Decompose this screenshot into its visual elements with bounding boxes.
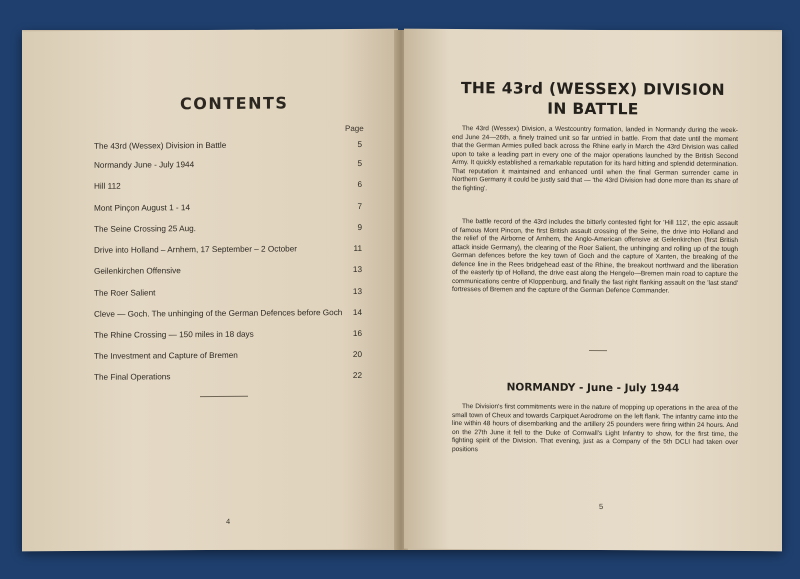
toc-entry-title: The Final Operations — [94, 372, 171, 382]
body-paragraph-2: The battle record of the 43rd includes the bitterly contested fight for 'Hill 112', the epic assault of famous Mont Pincon, the first British assault crossing of the Seine, the drive into Holland and the relief of the Airborne of Arnhem, the Anglo-American offensive at Geilenkirchen (first British attack inside Germany), the clearing of the Roer Salient, the unhinging and rolling up of the tough German defences before the key town of Goch and the capture of Xanten, the breaking of the defence line in the Rees bridgehead east of the Rhine, the breakout northward and the liberation of the easterly tip of Holland, the drive east along the Hengelo—Bremen main road to capture the communications centre of Kloppenburg, and finally the fast right flanking assault on the 'last stand' fortresses of Bremen and the capture of the German Defence Commander. — [452, 218, 738, 295]
toc-entry — [94, 243, 362, 255]
page-number: 4 — [226, 516, 231, 526]
toc-entry-page: 11 — [353, 243, 362, 253]
toc-entry-title: Drive into Holland – Arnhem, 17 September – 2 October — [94, 244, 297, 255]
divider — [200, 396, 248, 397]
toc-entry-title: The 43rd (Wessex) Division in Battle — [94, 140, 227, 151]
toc-entry-title: The Seine Crossing 25 Aug. — [94, 224, 196, 234]
toc-entry-page: 22 — [352, 370, 362, 381]
toc-entry — [94, 264, 362, 276]
section-heading: NORMANDY - June - July 1944 — [506, 381, 680, 395]
toc-entry-title: Hill 112 — [94, 181, 121, 191]
toc-entry-page: 13 — [352, 264, 362, 275]
toc-entry — [94, 158, 362, 170]
toc-entry-page: 13 — [352, 286, 362, 297]
toc-entry — [94, 139, 362, 151]
toc-entry-page: 9 — [357, 222, 362, 232]
toc-entry — [94, 179, 362, 191]
toc-entry-page: 6 — [357, 179, 362, 189]
contents-title: CONTENTS — [180, 93, 289, 114]
toc-entry-title: Mont Pinçon August 1 - 14 — [94, 203, 191, 213]
toc-entry-title: The Investment and Capture of Bremen — [94, 350, 238, 361]
toc-entry-title: Cleve — Goch. The unhinging of the German Defences before Goch — [94, 308, 343, 319]
toc-entry-page: 20 — [352, 349, 362, 360]
toc-entry-page: 14 — [352, 307, 362, 318]
chapter-title-line-1: THE 43rd (WESSEX) DIVISION — [461, 79, 725, 99]
body-paragraph-1: The 43rd (Wessex) Division, a Westcountry formation, landed in Normandy during the week-end June 24—26th, a finely trained unit so far untried in battle. From that date until the moment that the German Armies pulled back across the Rhine early in March the 43rd Division was called upon to take a leading part in every one of the major operations launched by the British Second Army. It quickly established a remarkable reputation for its hard hitting and splendid determination. That reputation it maintained and enhanced until when the final German surrender came in Northern Germany it could be justly said that — 'the 43rd Division had done more than its share of the fighting'. — [452, 125, 738, 193]
toc-entry-title: Normandy June - July 1944 — [94, 160, 195, 170]
toc-entry — [94, 286, 362, 298]
toc-entry-page: 7 — [357, 201, 362, 211]
toc-entry-page: 5 — [357, 139, 362, 149]
toc-entry — [94, 328, 362, 340]
body-paragraph-3: The Division's first commitments were in the nature of mopping up operations in the area of the small town of Cheux and towards Carpiquet Aerodrome on the left flank. The infantry came into the line within 48 hours of disembarking and the artillery 25 pounders were firing within 24 hours. And on the 27th June it fell to the Duke of Cornwall's Light Infantry to show, for the first time, the fighting spirit of the Division. That evening, just as a Company of the 5th DCLI had taken over positions — [452, 403, 738, 453]
toc-entry — [94, 201, 362, 213]
open-booklet — [22, 30, 782, 550]
right-page — [404, 29, 782, 552]
toc-entry-page: 5 — [357, 158, 362, 168]
toc-entry-page: 16 — [352, 328, 362, 339]
toc-entry — [94, 370, 362, 382]
page-column-label: Page — [345, 123, 364, 134]
toc-entry-title: Geilenkirchen Offensive — [94, 266, 181, 276]
toc-entry — [94, 349, 362, 361]
toc-entry-title: The Rhine Crossing — 150 miles in 18 days — [94, 329, 254, 340]
toc-entry — [94, 307, 362, 319]
left-page — [22, 29, 398, 552]
page-number: 5 — [599, 502, 604, 512]
toc-entry — [94, 222, 362, 234]
toc-entry-title: The Roer Salient — [94, 288, 156, 298]
chapter-title-line-2: IN BATTLE — [547, 99, 639, 119]
divider — [589, 350, 607, 351]
